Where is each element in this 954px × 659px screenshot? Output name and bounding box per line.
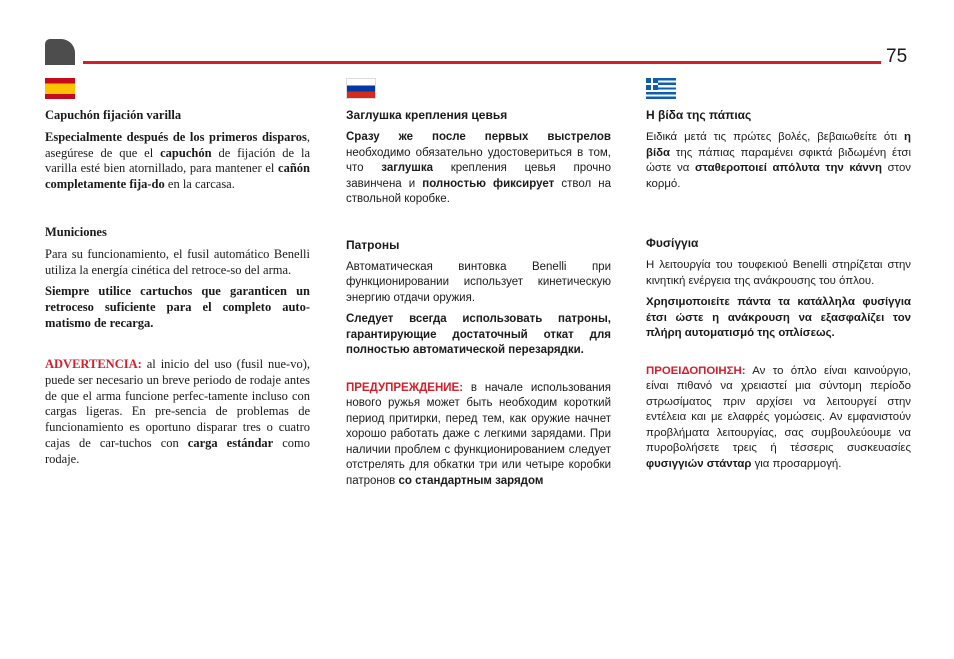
paragraph: Η λειτουργία του τουφεκιού Benelli στηρίζεται στην κινητική ενέργεια της ανάκρουσης του όπλου.	[646, 259, 911, 287]
column-spanish	[45, 78, 310, 473]
header-rule	[83, 61, 881, 64]
section-title: Заглушка крепления цевья	[346, 108, 508, 122]
warning-label: ADVERTENCIA:	[45, 357, 142, 372]
warning-paragraph: ΠΡΟΕΙΔΟΠΟΙΗΣΗ: Αν το όπλο είναι καινούργιο, είναι πιθανό να χρειαστεί μια σύντομη περίοδο στρωσίματος πριν αρχίσει να λειτουργεί στην εντέλεια και με ελαφρές γομώσεις. Αν εμφανιστούν προβλήματα λειτουργίας, σας συμβουλεύουμε να πυροβολήσετε τρεις ή τέσσερις συσκευασίες φυσιγγιών στάνταρ για προσαρμογή.	[646, 364, 911, 470]
section-title: Φυσίγγια	[646, 236, 699, 250]
page-number: 75	[886, 46, 908, 67]
section-title: Capuchón fijación varilla	[45, 108, 182, 122]
column-greek	[646, 78, 911, 478]
section-title: Патроны	[346, 237, 400, 252]
paragraph: Следует всегда использовать патроны, гарантирующие достаточный откат для полностью автоматической перезарядки.	[346, 313, 611, 356]
russia-flag-icon	[346, 78, 376, 99]
paragraph: Para su funcionamiento, el fusil automático Benelli utiliza la energía cinética del retroce-so del arma.	[45, 246, 310, 277]
column-russian	[346, 78, 611, 495]
warning-label: ΠΡΟΕΙΔΟΠΟΙΗΣΗ:	[646, 364, 746, 377]
paragraph: Автоматическая винтовка Benelli при функционировании использует кинетическую энергию отдачи оружия.	[346, 260, 611, 304]
section-title: Municiones	[45, 224, 107, 239]
paragraph: Especialmente después de los primeros disparos, asegúrese de que el capuchón de fijación de la varilla esté bien atornillado, para mantener el cañón completamente fija-do en la carcasa.	[45, 130, 310, 192]
paragraph: Сразу же после первых выстрелов необходимо обязательно удостовериться в том, что заглушка крепления цевья прочно завинчена и полностью фиксирует ствол на ствольной коробке.	[346, 131, 611, 205]
warning-paragraph: ADVERTENCIA: al inicio del uso (fusil nue-vo), puede ser necesario un breve periodo de rodaje antes de que el arma funcione perfec-tamente incluso con cargas ligeras. En pre-sencia de problemas de funcionamiento es oportuno disparar tres o cuatro cajas de car-tuchos con carga estándar como rodaje.	[45, 357, 311, 466]
warning-label: ПРЕДУПРЕЖДЕНИЕ:	[346, 381, 464, 394]
corner-logo	[45, 39, 75, 65]
paragraph: Χρησιμοποιείτε πάντα τα κατάλληλα φυσίγγια έτσι ώστε η ανάκρουση να εξασφαλίζει τον πλήρη αυτοματισμό της οπλίσεως.	[646, 296, 911, 339]
paragraph: Ειδικά μετά τις πρώτες βολές, βεβαιωθείτε ότι η βίδα της πάπιας παραμένει σφικτά βιδωμένη έτσι ώστε να σταθεροποιεί απόλυτα την κάννη στον κορμό.	[646, 131, 911, 190]
paragraph: Siempre utilice cartuchos que garanticen un retroceso suficiente para el completo auto-matismo de recarga.	[45, 284, 310, 330]
spain-flag-icon	[45, 78, 75, 99]
warning-paragraph: ПРЕДУПРЕЖДЕНИЕ: в начале использования нового ружья может быть необходим короткий период притирки, перед тем, как оружие начнет хорошо работать даже с легкими зарядами. При наличии проблем с функционированием следует отстрелять для обкатки три или четыре коробки патронов со стандартным зарядом	[346, 381, 611, 487]
greece-flag-icon	[646, 78, 676, 99]
section-title: Η βίδα της πάπιας	[646, 108, 752, 122]
